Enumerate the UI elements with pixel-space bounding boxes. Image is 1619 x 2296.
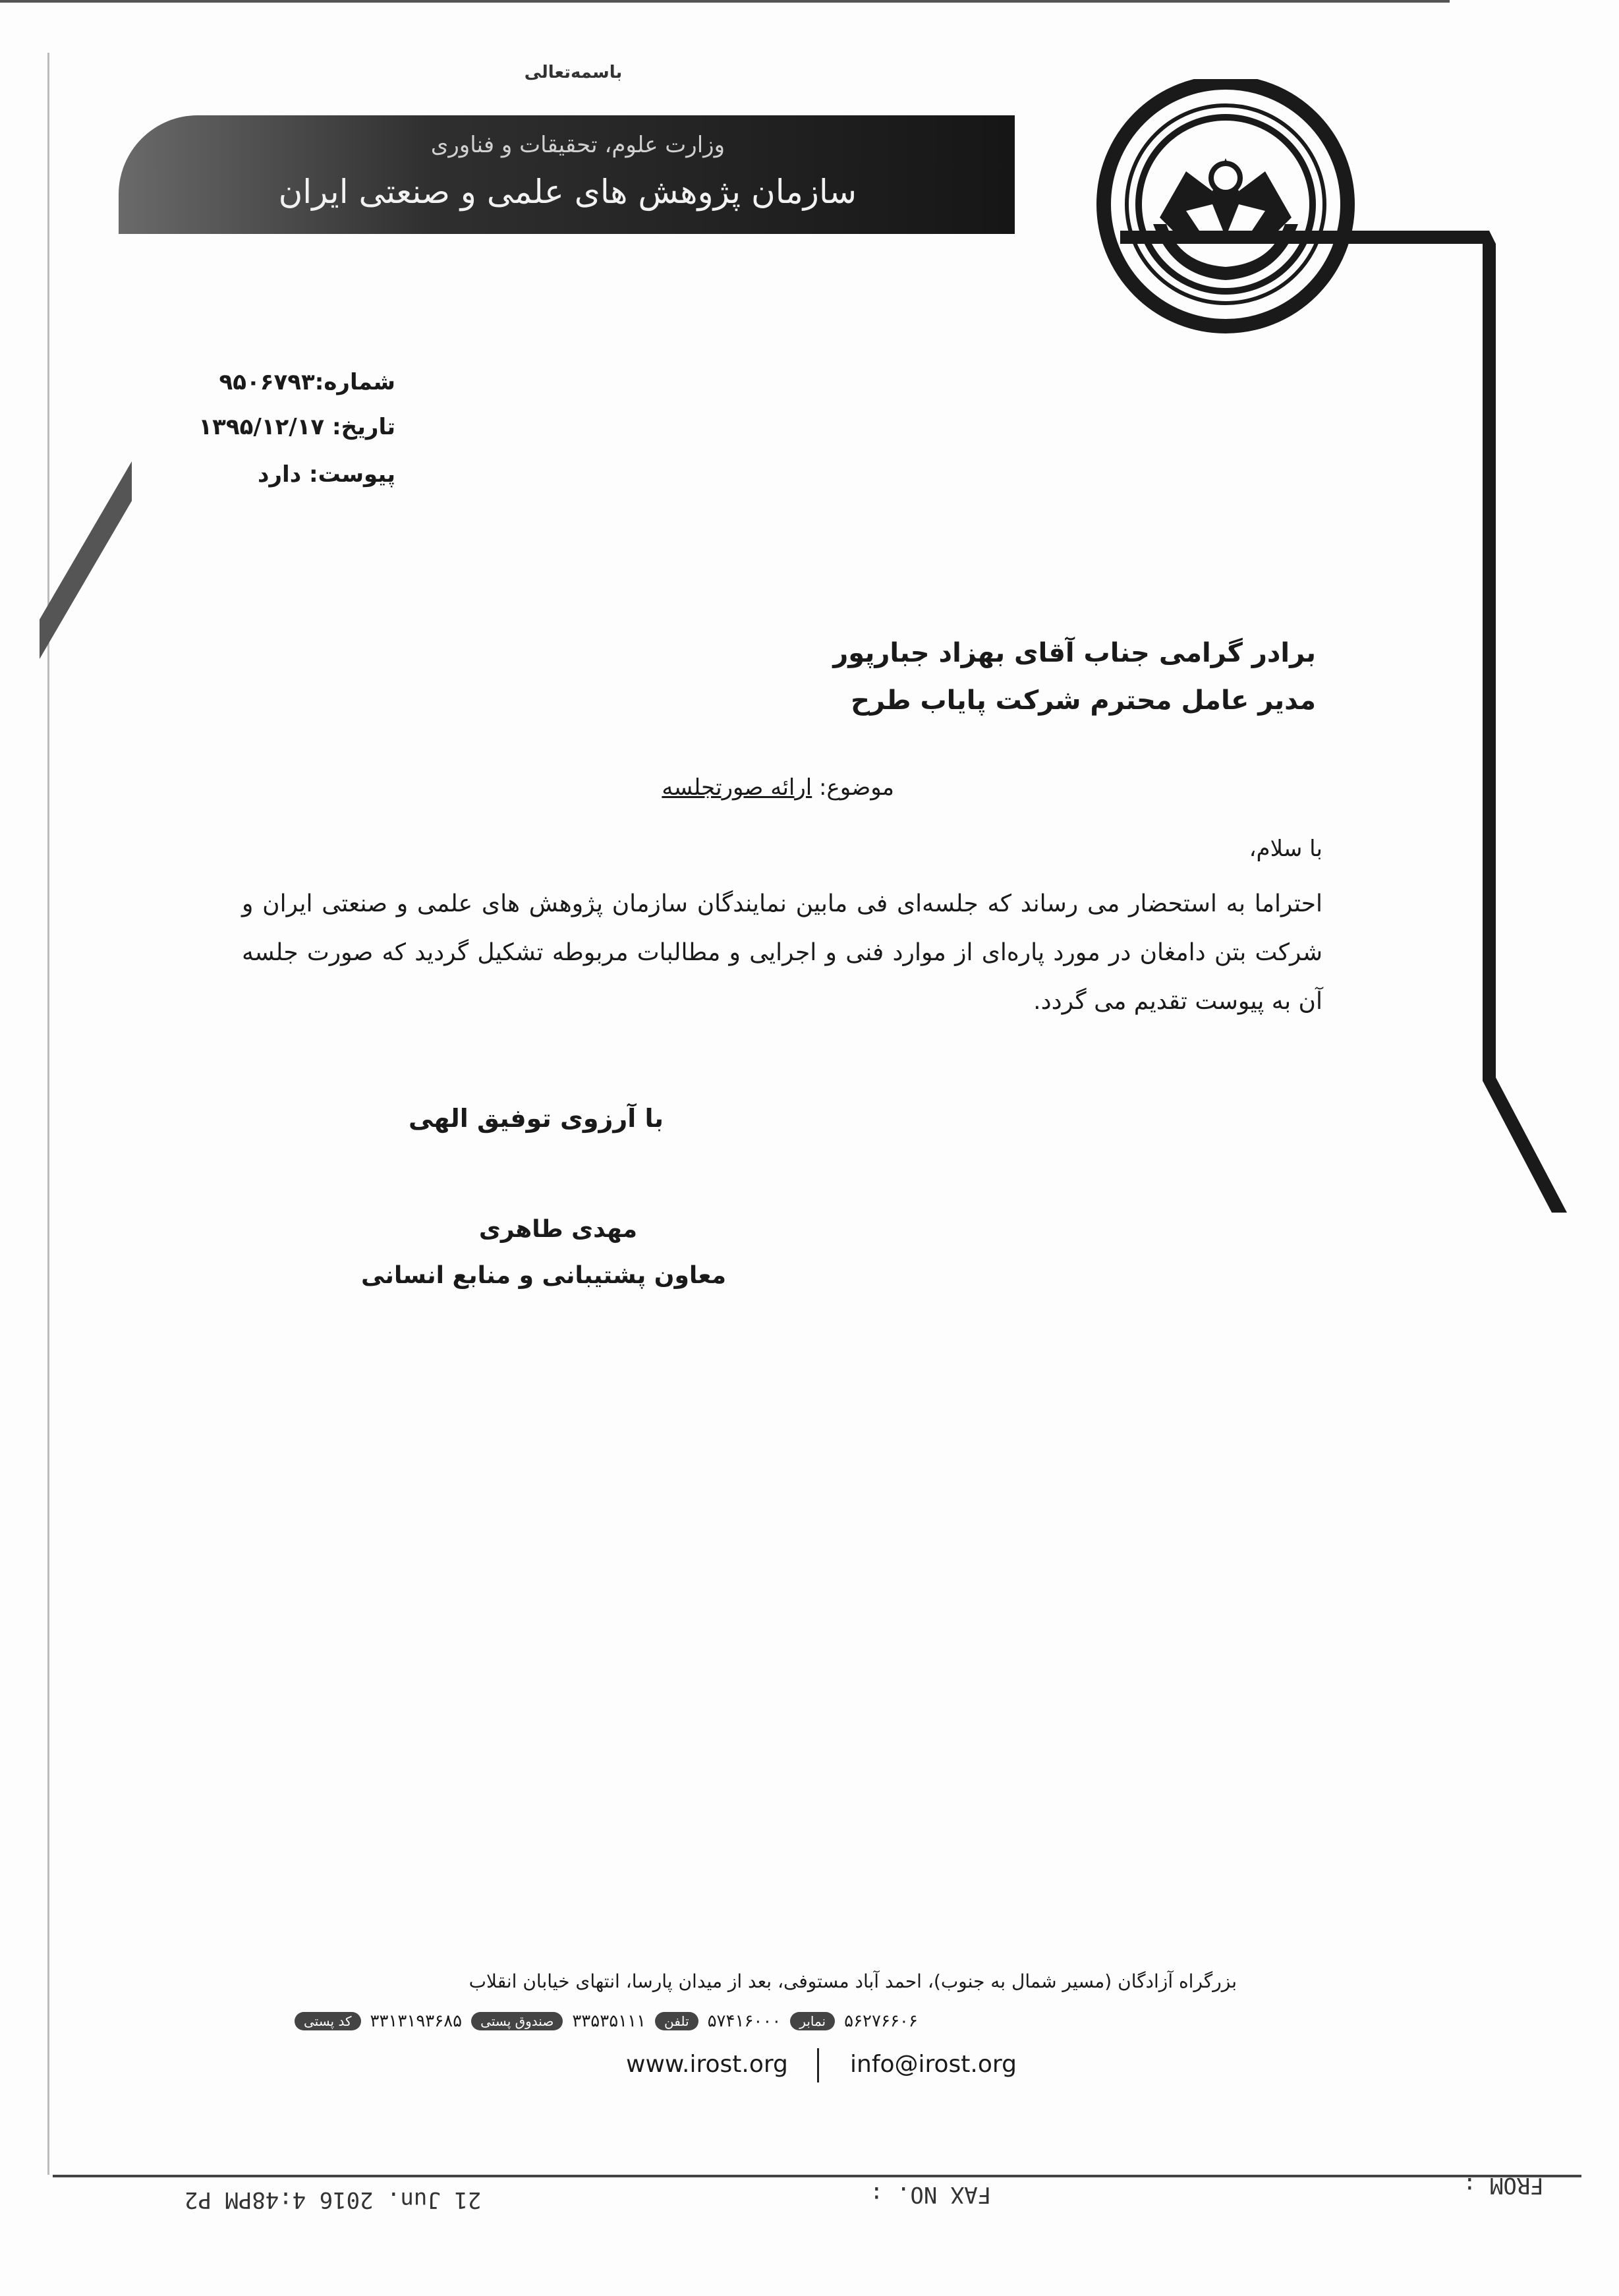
fax-header-rule xyxy=(53,2175,1581,2177)
postal-code-label: کد پستی xyxy=(295,2012,361,2030)
organization-logo xyxy=(1104,82,1348,326)
subject-label: موضوع: xyxy=(819,774,894,801)
frame-right-bar xyxy=(1476,231,1567,1213)
ministry-name: وزارت علوم، تحقیقات و فناوری xyxy=(430,132,725,158)
fax-value: ۵۶۲۷۶۶۰۶ xyxy=(844,2011,918,2031)
scan-top-edge xyxy=(0,0,1450,3)
subject-value: ارائه صورتجلسه xyxy=(662,774,812,801)
pobox-label: صندوق پستی xyxy=(471,2012,563,2030)
website-link[interactable]: www.irost.org xyxy=(626,2051,788,2078)
fax-number-label: FAX NO. : xyxy=(870,2181,992,2208)
footer-address: بزرگراه آزادگان (مسیر شمال به جنوب)، احمد آباد مستوفی، بعد از میدان پارسا، انتهای خیابان انقلاب xyxy=(469,1970,1237,1992)
fax-timestamp: 21 Jun. 2016 4:48PM P2 xyxy=(185,2187,482,2213)
letter-body: احتراما به استحضار می رساند که جلسه‌ای فی مابین نمایندگان سازمان پژوهش های علمی و صنعتی ایران و شرکت بتن دامغان در مورد پاره‌ای از موارد فنی و اجرایی و مطالبات مربوطه تشکیل گردید که صورت جلسه آن به پیوست تقدیم می گردد. xyxy=(242,890,1322,1015)
fax-label: نمابر xyxy=(790,2012,835,2030)
letter-greeting: با سلام، xyxy=(1249,836,1322,862)
recipient-name: برادر گرامی جناب آقای بهزاد جبارپور xyxy=(833,638,1316,668)
bismillah-heading: باسمه‌تعالی xyxy=(524,63,623,82)
pobox-value: ۳۳۵۳۵۱۱۱ xyxy=(572,2011,646,2031)
phone-value: ۵۷۴۱۶۰۰۰ xyxy=(707,2011,781,2031)
organization-name: سازمان پژوهش های علمی و صنعتی ایران xyxy=(278,173,857,211)
postal-code-value: ۳۳۱۳۱۹۳۶۸۵ xyxy=(370,2011,463,2031)
signer-title: معاون پشتیبانی و منابع انسانی xyxy=(361,1262,726,1289)
scan-left-edge xyxy=(47,53,49,2175)
footer-contact-numbers xyxy=(295,2011,1217,2031)
fax-from-label: FROM : xyxy=(1463,2172,1544,2198)
letterhead-left-accent xyxy=(40,461,132,659)
footer-separator xyxy=(817,2048,819,2082)
email-link[interactable]: info@irost.org xyxy=(850,2051,1017,2078)
phone-label: تلفن xyxy=(655,2012,698,2030)
letter-number: شماره:۹۵۰۶۷۹۳ xyxy=(219,369,395,395)
letter-attachment: پیوست: دارد xyxy=(258,461,395,488)
letter-date: تاریخ: ۱۳۹۵/۱۲/۱۷ xyxy=(198,414,395,440)
signer-name: مهدی طاهری xyxy=(478,1216,637,1243)
letter-closing: با آرزوی توفیق الهی xyxy=(408,1104,664,1133)
letter-subject xyxy=(301,774,894,801)
recipient-title: مدیر عامل محترم شرکت پایاب طرح xyxy=(851,685,1316,716)
